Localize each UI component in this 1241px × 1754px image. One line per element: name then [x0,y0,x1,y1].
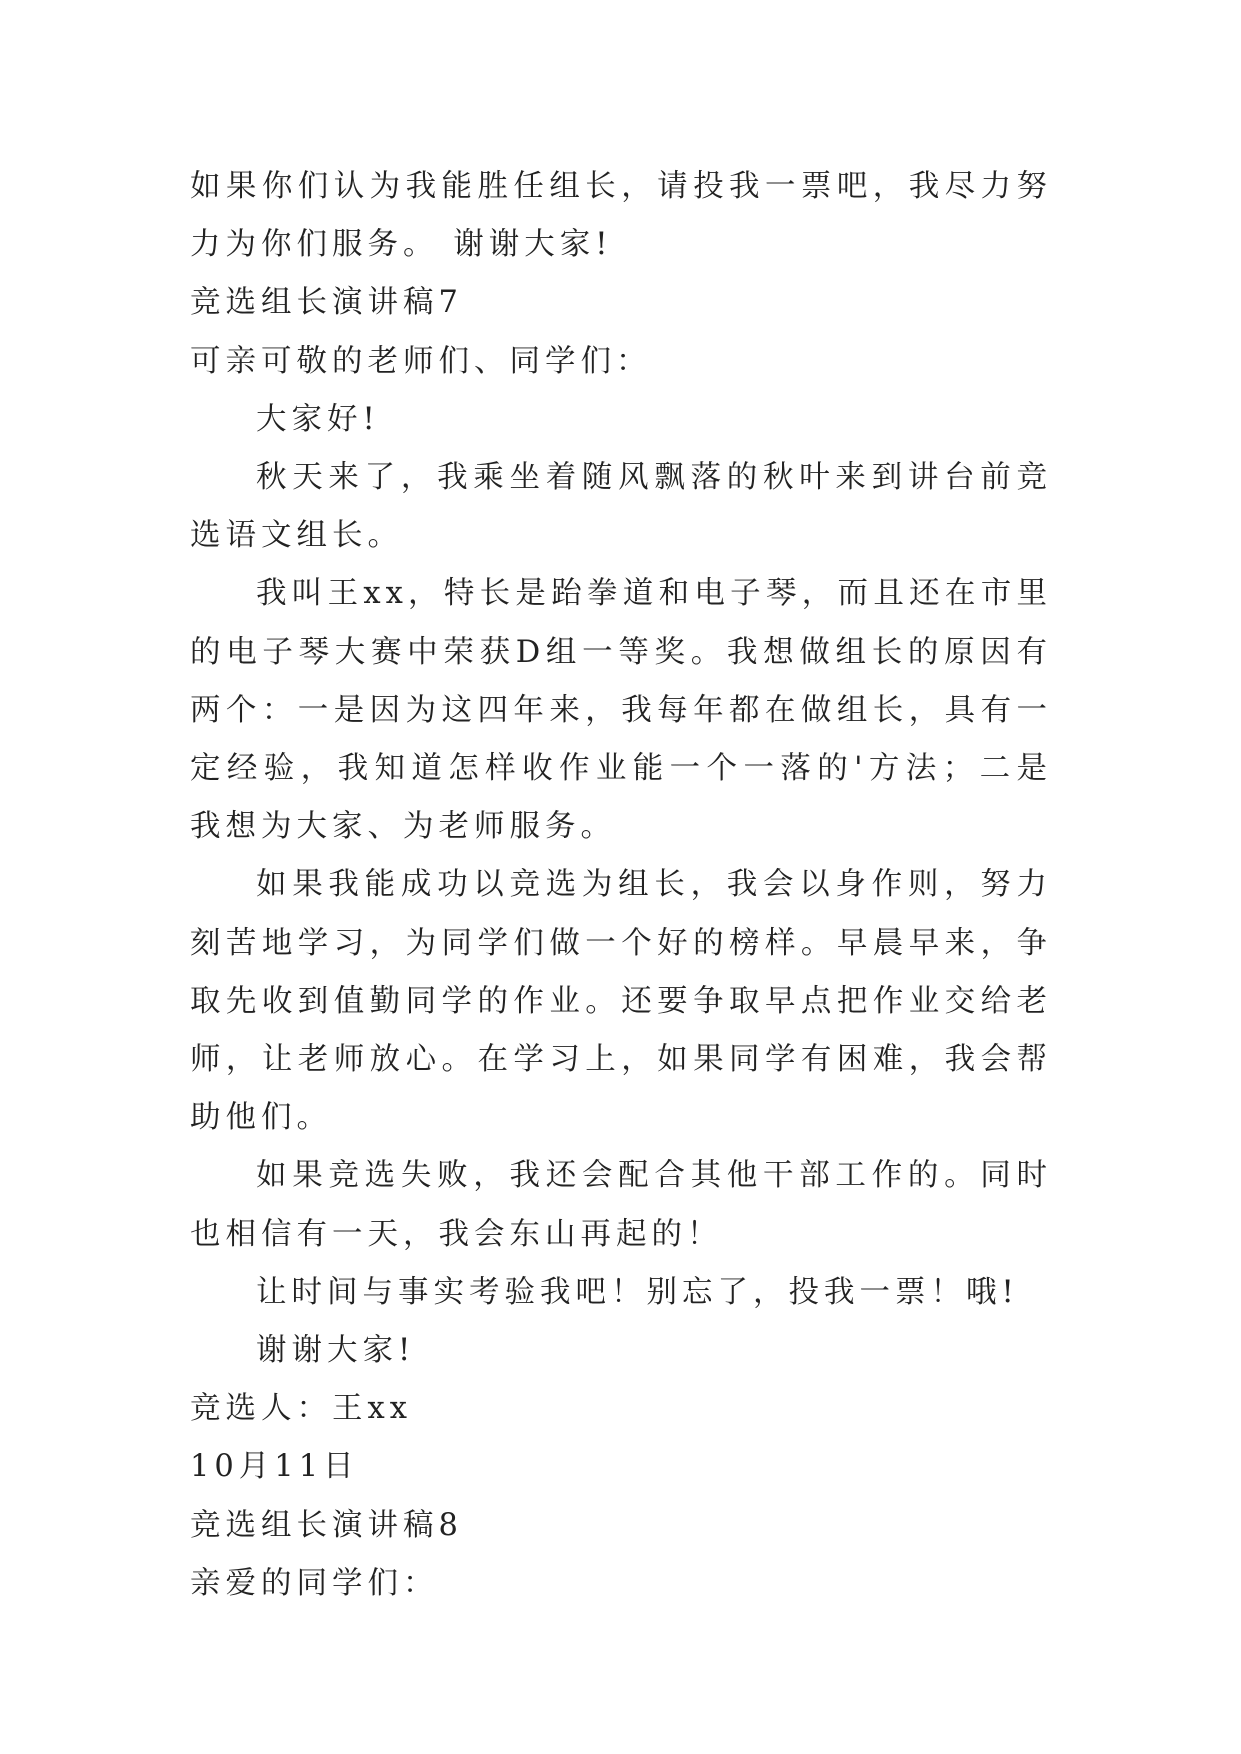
thanks-line: 谢谢大家! [256,1333,416,1369]
greeting: 大家好! [256,401,380,437]
paragraph-promises: 如果我能成功以竞选为组长，我会以身作则，努力刻苦地学习，为同学们做一个好的榜样。早晨早来，争取先收到值勤同学的作业。还要争取早点把作业交给老师，让老师放心。在学习上，如果同学有困难，我会帮助他们。 [190,867,1052,1136]
candidate-signature: 竞选人：王xx [190,1391,412,1427]
salutation-teachers-students: 可亲可敬的老师们、同学们： [190,343,652,379]
paragraph-autumn-intro: 秋天来了，我乘坐着随风飘落的秋叶来到讲台前竞选语文组长。 [190,460,1052,554]
section-heading-7: 竞选组长演讲稿7 [190,285,463,321]
section-heading-8: 竞选组长演讲稿8 [190,1507,463,1543]
date-line: 10月11日 [190,1449,359,1485]
paragraph-vote-request: 让时间与事实考验我吧！别忘了，投我一票！哦! [256,1274,1019,1310]
document-body [190,158,1052,1613]
paragraph-self-introduction: 我叫王xx，特长是跆拳道和电子琴，而且还在市里的电子琴大赛中荣获D组一等奖。我想做组长的原因有两个：一是因为这四年来，我每年都在做组长，具有一定经验，我知道怎样收作业能一个一落的'方法；二是我想为大家、为老师服务。 [190,576,1052,845]
paragraph-closing-request: 如果你们认为我能胜任组长，请投我一票吧，我尽力努力为你们服务。 谢谢大家! [190,169,1052,263]
salutation-classmates: 亲爱的同学们： [190,1565,439,1601]
paragraph-if-fail: 如果竞选失败，我还会配合其他干部工作的。同时也相信有一天，我会东山再起的！ [190,1158,1052,1252]
